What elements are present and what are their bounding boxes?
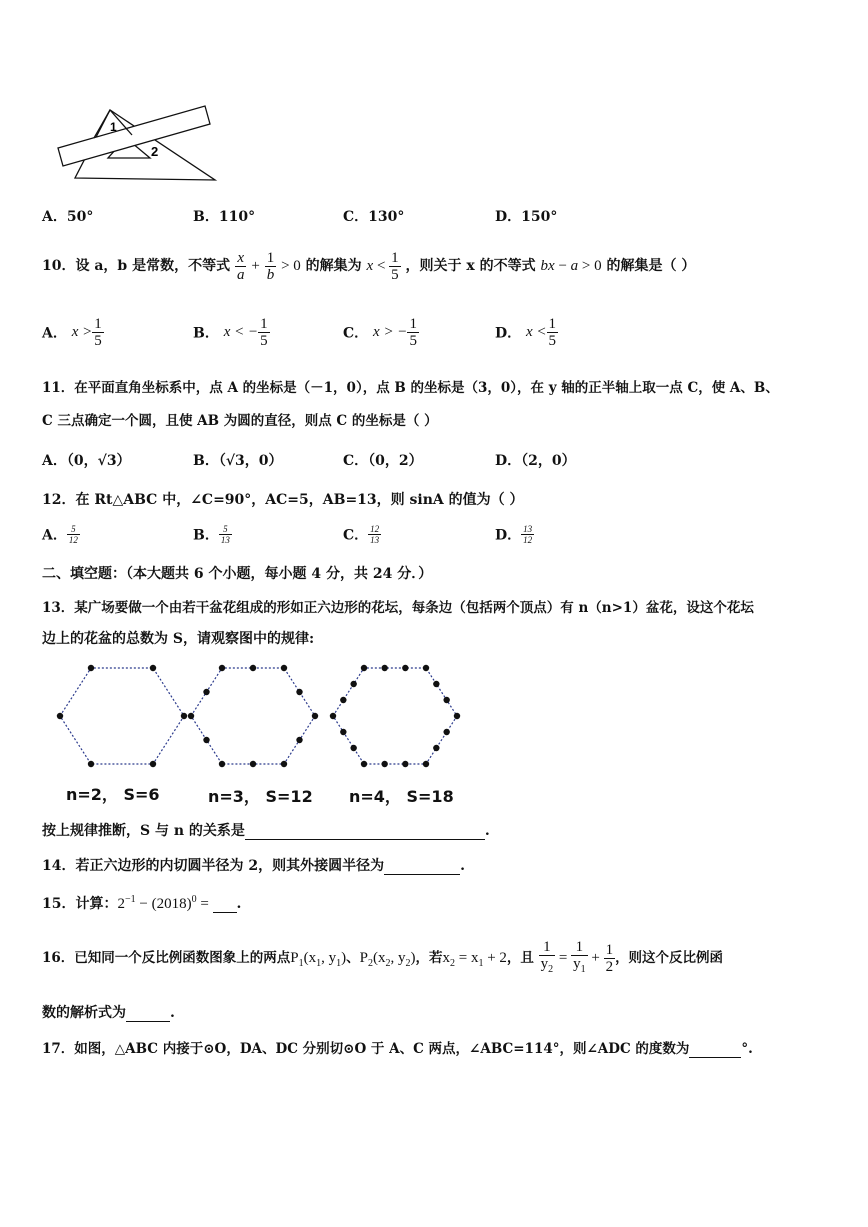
flower-pot-dot: [381, 665, 387, 671]
q17-answer-blank[interactable]: [689, 1041, 741, 1058]
q13-answer-blank[interactable]: [245, 823, 485, 840]
hexagon-outline: [60, 668, 184, 764]
hex-label-n3: n=3， S=12: [208, 787, 313, 806]
q9-option-b: B．110°: [193, 209, 256, 225]
flower-pot-dot: [219, 665, 225, 671]
q12-option-d: D． $\frac{13}{12}$: [495, 524, 533, 545]
hex-label-n2: n=2， S=6: [66, 785, 160, 804]
hex-label-n4: n=4， S=18: [349, 787, 454, 806]
flower-pot-dot: [340, 729, 346, 735]
flower-pot-dot: [150, 665, 156, 671]
q11-option-a: A．（0，√3）: [42, 453, 131, 469]
q14-stem: 14．若正六边形的内切圆半径为 2，则其外接圆半径为 .: [42, 858, 465, 874]
flower-pot-dot: [250, 761, 256, 767]
flower-pot-dot: [203, 689, 209, 695]
flower-pot-dot: [188, 713, 194, 719]
flower-pot-dot: [296, 737, 302, 743]
q9-option-d: D．150°: [495, 209, 558, 225]
q13-line3: 按上规律推断，S 与 n 的关系是 .: [42, 823, 490, 839]
q12-stem: 12．在 Rt△ABC 中，∠C=90°，AC=5，AB=13，则 sinA 的值为（ ）: [42, 492, 524, 508]
q10-option-c: C． x > − $\frac{1}{5}$: [343, 316, 417, 349]
flower-pot-dot: [219, 761, 225, 767]
section-2-heading: 二、填空题：（本大题共 6 个小题，每小题 4 分，共 24 分．）: [42, 566, 433, 582]
flower-pot-dot: [250, 665, 256, 671]
flower-pot-dot: [361, 665, 367, 671]
flower-pot-dot: [330, 713, 336, 719]
flower-pot-dot: [443, 729, 449, 735]
flower-pot-dot: [312, 713, 318, 719]
q12-option-b: B． $\frac{5}{13}$: [193, 524, 230, 545]
ruler-shape: [58, 106, 210, 166]
flower-pot-dot: [57, 713, 63, 719]
q11-option-c: C．（0，2）: [343, 453, 423, 469]
hexagon-outline: [191, 668, 315, 764]
flower-pot-dot: [361, 761, 367, 767]
q10-stem: 10．设 a，b 是常数，不等式 $\frac{x}{a}$ + $\frac{1}{b}$ > 0 的解集为 x < $\frac{1}{5}$ ，则关于 x 的不等式 bx − a > 0 的解集是（ ）: [42, 249, 696, 283]
q17-stem: 17．如图，△ABC 内接于⊙O，DA、DC 分别切⊙O 于 A、C 两点，∠ABC=114°，则∠ADC 的度数为 °.: [42, 1041, 753, 1057]
flower-pot-dot: [402, 665, 408, 671]
flower-pot-dot: [423, 761, 429, 767]
q13-line1: 13．某广场要做一个由若干盆花组成的形如正六边形的花坛，每条边（包括两个顶点）有 n（n>1）盆花，设这个花坛: [42, 600, 754, 616]
flower-pot-dot: [88, 665, 94, 671]
flower-pot-dot: [340, 697, 346, 703]
q16-answer-blank[interactable]: [126, 1005, 170, 1022]
flower-pot-dot: [296, 689, 302, 695]
q15-answer-blank[interactable]: [213, 896, 237, 913]
q16-line1: 16．已知同一个反比例函数图象上的两点$P_1(x_1$, $y_1$)、$P_2(x_2$, $y_2$)，若$x_2 = x_1 + 2$，且 $\frac{1}{y_2}$ = $\frac{1}{y_1}$ + $\frac{1}{2}$ ，则这个反比例函: [42, 939, 724, 975]
q16-line2: 数的解析式为 .: [42, 1005, 175, 1021]
q11-option-b: B．（√3，0）: [193, 453, 283, 469]
flower-pot-dot: [150, 761, 156, 767]
flower-pot-dot: [402, 761, 408, 767]
flower-pot-dot: [88, 761, 94, 767]
flower-pot-dot: [281, 761, 287, 767]
hexagon-pattern-figure: [50, 660, 480, 775]
q10-option-a: A． x > $\frac{1}{5}$: [42, 316, 102, 349]
q12-option-a: A． $\frac{5}{12}$: [42, 524, 78, 545]
flower-pot-dot: [381, 761, 387, 767]
angle-label-1: 1: [110, 120, 117, 134]
flower-pot-dot: [203, 737, 209, 743]
q11-line2: C 三点确定一个圆，且使 AB 为圆的直径，则点 C 的坐标是（ ）: [42, 413, 438, 429]
q12-option-c: C． $\frac{12}{13}$: [343, 524, 380, 545]
flower-pot-dot: [281, 665, 287, 671]
q9-option-c: C．130°: [343, 209, 405, 225]
q15-stem: 15．计算：$2^{-1} - (2018)^0$ = .: [42, 894, 242, 912]
flower-pot-dot: [423, 665, 429, 671]
q9-option-a: A．50°: [42, 209, 94, 225]
q13-line2: 边上的花盆的总数为 S，请观察图中的规律:: [42, 631, 315, 647]
q9-figure: [50, 100, 230, 190]
q10-option-b: B． x < − $\frac{1}{5}$: [193, 316, 268, 349]
flower-pot-dot: [350, 681, 356, 687]
flower-pot-dot: [433, 681, 439, 687]
flower-pot-dot: [443, 697, 449, 703]
angle-label-2: 2: [151, 144, 159, 159]
flower-pot-dot: [454, 713, 460, 719]
q10-option-d: D． x < $\frac{1}{5}$: [495, 316, 557, 349]
flower-pot-dot: [181, 713, 187, 719]
flower-pot-dot: [350, 745, 356, 751]
q11-option-d: D．（2，0）: [495, 453, 576, 469]
flower-pot-dot: [433, 745, 439, 751]
q11-line1: 11．在平面直角坐标系中，点 A 的坐标是（－1，0），点 B 的坐标是（3，0），在 y 轴的正半轴上取一点 C，使 A、B、: [42, 380, 779, 396]
q14-answer-blank[interactable]: [384, 858, 460, 875]
